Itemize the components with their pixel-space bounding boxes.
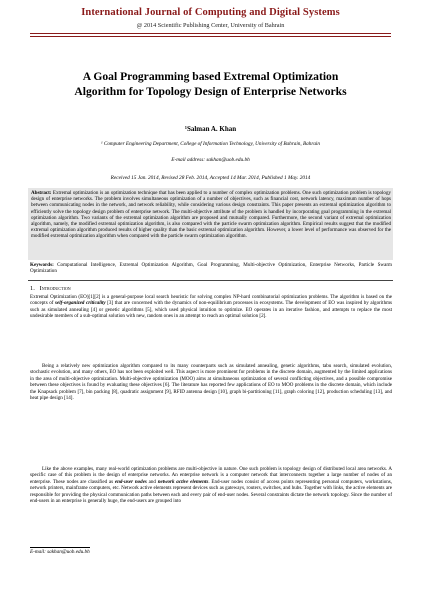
section-number: 1.: [30, 285, 35, 292]
abstract: [31, 190, 391, 240]
keywords: [30, 262, 392, 274]
keywords-text: Computational Intelligence, Extremal Optimization Algorithm, Goal Programming, Multi-objective Optimization, Enterprise Networks, Particle Swarm Optimization: [30, 262, 392, 275]
section-heading: [30, 285, 71, 292]
paper-title: [20, 69, 401, 99]
publication-dates: Received 15 Jan. 2014, Revised 28 Feb. 2014, Accepted 14 Mar. 2014, Published 1 May. 2014: [110, 175, 311, 181]
intro-paragraph-3: [30, 466, 392, 504]
para3-text-a: Like the above examples, many real-world optimization problems are multi-objective in nature. One such problem is topology design of distributed local area networks. A specific case of this problem is the design of enterprise networks. An enterprise network is a computer network that interconnects together a large number of nodes of an enterprise. These nodes are classified as: [30, 466, 392, 485]
affiliation: ¹ Computer Engineering Department, College of Information Technology, University of Bahrain, Bahrain: [101, 141, 320, 147]
title-line-1: A Goal Programming based Extremal Optimization: [82, 70, 339, 83]
para3-emphasis-2: network active elements: [157, 478, 209, 485]
publisher-line: @ 2014 Scientific Publishing Center, University of Bahrain: [136, 22, 285, 29]
author: ¹Salman A. Khan: [184, 125, 237, 133]
intro-paragraph-1: [30, 294, 392, 320]
abstract-text: Extremal optimization is an optimization technique that has been applied to a number of complex optimization problems. One such optimization problem is topology design of enterprise networks. The problem involves simultaneous optimization of a number of objectives, such as financial cost, network latency, maximum number of hops between communicating nodes in the network, and network reliability, while considering various design constraints. This paper presents an extremal optimization algorithm to efficiently solve the topology design problem of enterprise network. The multi-objective attribute of the problem is handled by incorporating goal programming in the extremal optimization algorithm. Two variants of the extremal optimization algorithm are proposed and mutually compared. Furthermore, the second variant of extremal optimization algorithm, namely, the modified extremal optimization algorithm, is also compared with the particle swarm optimization algorithm. Empirical results suggest that the modified extremal optimization algorithm produced results of higher quality than the basic extremal optimization algorithm. However, a lower level of performance was observed for the modified extremal optimization algorithm when compared with the particle swarm optimization algorithm.: [31, 190, 391, 240]
para3-text-mid: and: [146, 478, 158, 485]
section-separator: [28, 280, 393, 281]
author-email: E-mail address: sakhan@uob.edu.bh: [171, 157, 250, 163]
para1-text-b: [3] that are concerned with the dynamics of non-equilibrium processes in ecosystems. The development of EO was inspired by algorithms such as simulated annealing [4] or genetic algorithms [5], which used physical intuition to optimize. EO operates in an iterative fashion, and attempts to replace the most undesirable members of a sub-optimal solution with new, random ones in an attempt to reach an optimal solution [2].: [30, 300, 392, 320]
header-rule-thin: [30, 36, 391, 37]
keywords-label: Keywords:: [30, 262, 54, 268]
para1-emphasis: self-organized criticality: [55, 300, 106, 307]
header-rule: [30, 33, 391, 34]
para3-emphasis-1: end-user nodes: [114, 478, 147, 485]
journal-name: International Journal of Computing and Digital Systems: [81, 7, 340, 18]
footnote-email[interactable]: E-mail: sakhan@uob.edu.bh: [30, 549, 90, 555]
title-line-2: Algorithm for Topology Design of Enterprise Networks: [74, 85, 347, 98]
para3-text-b: . End-user nodes consist of access points representing personal computers, workstations, network printers, mainframe computers, etc. Network active elements represent devices such as gateways, routers, switches, and hubs. Together with links, the active elements are responsible for providing the physical communication paths between each and every pair of end-user nodes. Several constraints dictate the network topology. Since the number of end-users in an enterprise is generally huge, the end-users are grouped into: [30, 478, 393, 505]
section-title: Introduction: [39, 285, 71, 292]
intro-paragraph-2: Being a relatively new optimization algorithm compared to its many counterparts such as simulated annealing, genetic algorithms, tabu search, simulated evolution, stochastic evolution, and many others, EO has not been exploited well. This aspect is more prominent for problems in the discrete domain, augmented by the limited applications in the area of multi-objective optimization. Multi-objective optimization (MOO) aims at simultaneous optimization of several conflicting objectives, and a possible compromise between these objectives is found by evaluating these objectives [6]. The literature has reported few applications of EO to MOO problems in the discrete domain, which include the Knapsack problem [7], bin packing [8], quadratic assignment [9], RFID antenna design [10], graph bi-partitioning [11], graph coloring [12], production scheduling [13], and heat pipe design [14].: [30, 363, 392, 402]
footnote-rule: [30, 547, 90, 548]
abstract-label: Abstract:: [31, 190, 52, 196]
para1-text-a: Extremal Optimization (EO)[1][2] is a general-purpose local search heuristic for solving complex NP-hard combinatorial optimization problems. The algorithm is based on the concepts of: [30, 294, 392, 307]
